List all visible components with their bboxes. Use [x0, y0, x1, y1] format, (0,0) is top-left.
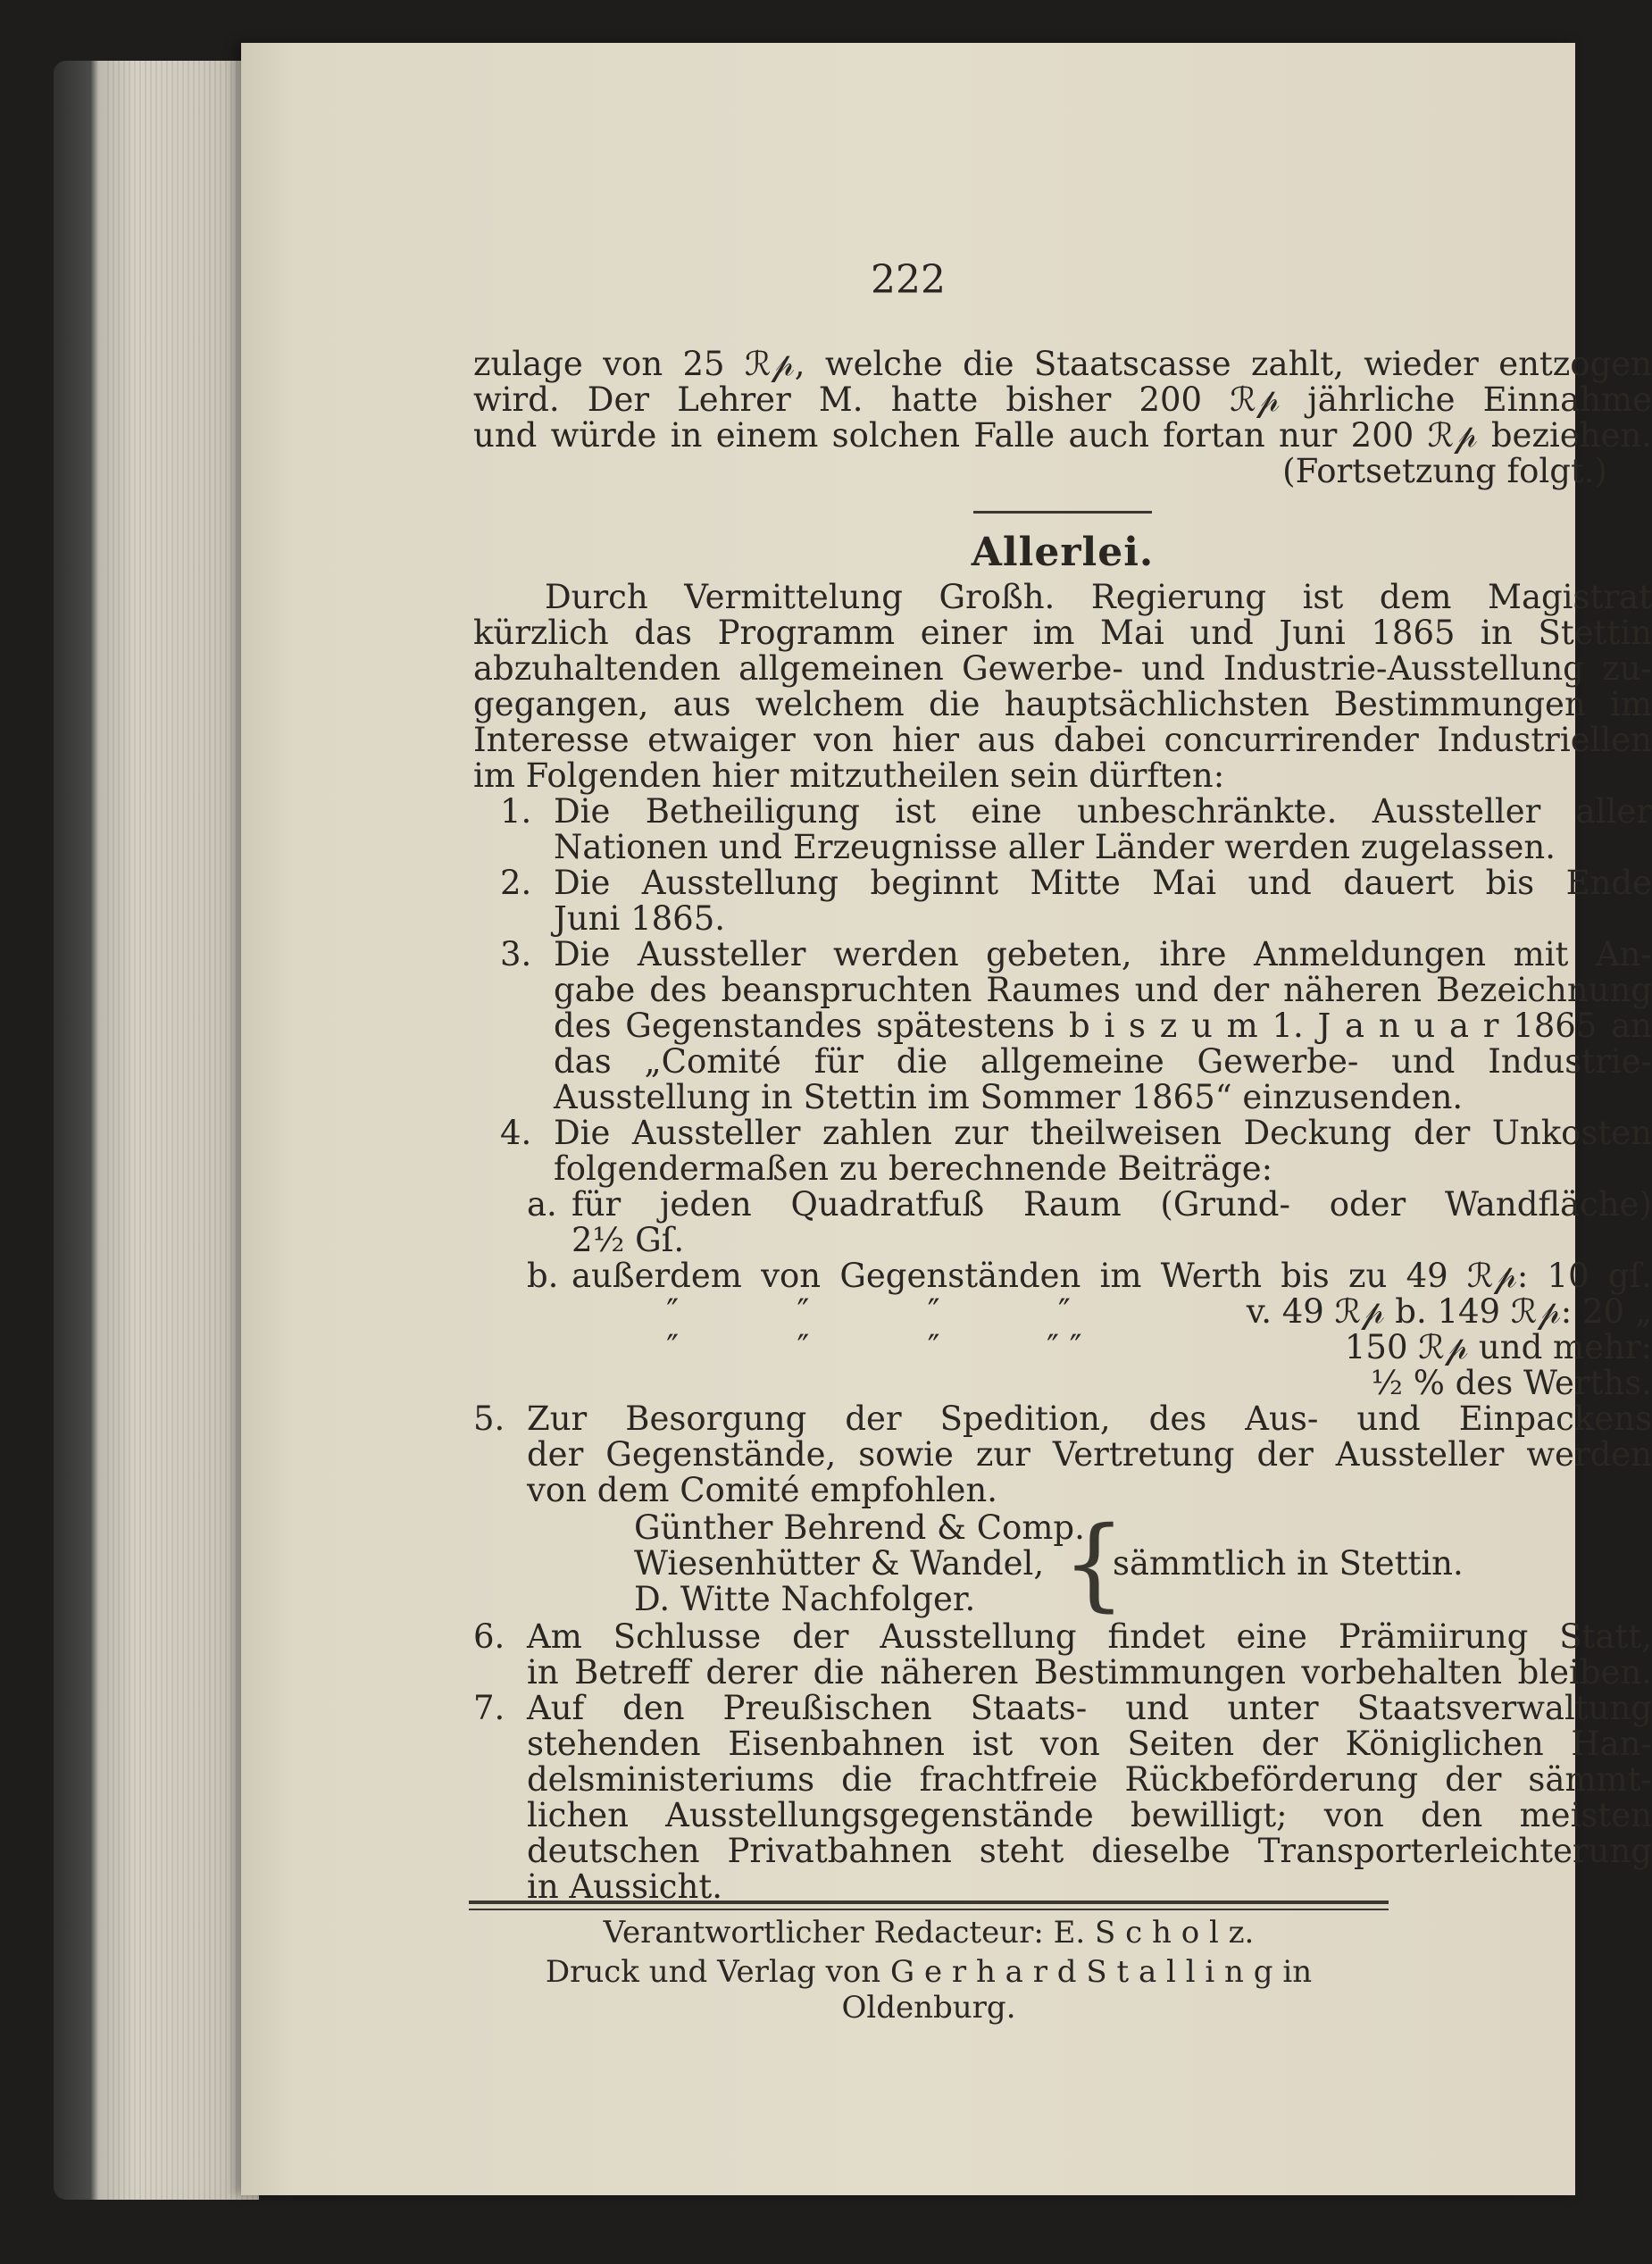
- item-line: Nationen und Erzeugnisse aller Länder werden zugelassen.: [554, 828, 1556, 866]
- item-line: des Gegenstandes spätestens b i s z u m 1. J a n u a r 1865 an: [554, 1007, 1652, 1045]
- list-item: [473, 937, 1652, 1115]
- ditto-row: [473, 1294, 1652, 1330]
- item-line: Die Aussteller zahlen zur theilweisen Deckung der Unkosten: [554, 1114, 1652, 1152]
- item-number: 4.: [500, 1114, 532, 1152]
- item-number: 5.: [473, 1399, 505, 1438]
- paragraph-line: kürzlich das Programm einer im Mai und Juni 1865 in Stettin: [473, 614, 1652, 652]
- footer-editor: Verantwortlicher Redacteur: E. S c h o l z.: [603, 1915, 1255, 1951]
- sub-letter: a.: [527, 1185, 557, 1224]
- item-line: in Aussicht.: [527, 1867, 722, 1906]
- list-item: [473, 794, 1652, 865]
- item-number: 2.: [500, 864, 532, 902]
- intro-line: und würde in einem solchen Falle auch fortan nur 200 ℛ𝓅 beziehen.: [473, 416, 1652, 455]
- sub-item-a: [473, 1187, 1652, 1258]
- item-number: 6.: [473, 1617, 505, 1656]
- percent-line: ½ % des Werths.: [1371, 1364, 1652, 1402]
- ditto-mark: ″: [797, 1292, 810, 1331]
- ditto-mark: ″: [1057, 1292, 1071, 1331]
- firm-name: Wiesenhütter & Wandel,: [634, 1544, 1045, 1583]
- ditto-mark: ″: [927, 1292, 940, 1331]
- firm-place: sämmtlich in Stettin.: [1113, 1544, 1464, 1583]
- item-line: Die Betheiligung ist eine unbeschränkte. Aussteller aller: [554, 792, 1652, 831]
- sub-letter: b.: [527, 1257, 559, 1295]
- paragraph-line: Interesse etwaiger von hier aus dabei concurrirender Industriellen: [473, 721, 1652, 759]
- list-item: [473, 1401, 1652, 1508]
- list-item: [473, 1691, 1652, 1905]
- footer-divider: [469, 1901, 1389, 1910]
- item-line: deutschen Privatbahnen steht dieselbe Transporterleichterung: [527, 1832, 1652, 1870]
- item-line: in Betreff derer die näheren Bestimmungen vorbehalten bleiben.: [527, 1653, 1652, 1692]
- item-line: lichen Ausstellungsgegenstände bewilligt; von den meisten: [527, 1796, 1652, 1834]
- section-title: Allerlei.: [971, 530, 1155, 575]
- ditto-tail: v. 49 ℛ𝓅 b. 149 ℛ𝓅: 20 „: [1246, 1292, 1652, 1331]
- sub-line: 2½ Gſ.: [572, 1221, 685, 1259]
- sub-line: außerdem von Gegenständen im Werth bis zu 49 ℛ𝓅: 10 gſ.: [572, 1257, 1652, 1295]
- ditto-mark: ″ ″: [1047, 1328, 1082, 1366]
- item-line: Die Ausstellung beginnt Mitte Mai und dauert bis Ende: [554, 864, 1652, 902]
- item-line: Ausstellung in Stettin im Sommer 1865“ einzusenden.: [554, 1078, 1464, 1116]
- list-item: [473, 1115, 1652, 1187]
- ditto-mark: ″: [666, 1328, 680, 1366]
- continued-note: (Fortsetzung folgt.): [1282, 452, 1607, 490]
- item-line: der Gegenstände, sowie zur Vertretung der Aussteller werden: [527, 1435, 1652, 1474]
- ditto-tail: 150 ℛ𝓅 und mehr:: [1344, 1328, 1652, 1366]
- ditto-mark: ″: [666, 1292, 680, 1331]
- item-line: von dem Comité empfohlen.: [527, 1471, 998, 1509]
- book-page: [241, 43, 1652, 2195]
- ditto-mark: ″: [797, 1328, 810, 1366]
- item-line: gabe des beanspruchten Raumes und der näheren Bezeichnung: [554, 971, 1652, 1009]
- item-line: das „Comité für die allgemeine Gewerbe- und Industrie-: [554, 1042, 1652, 1081]
- section-divider: [973, 511, 1152, 514]
- firm-name: Günther Behrend & Comp.: [634, 1508, 1085, 1547]
- item-line: stehenden Eisenbahnen ist von Seiten der Königlichen Han-: [527, 1725, 1652, 1763]
- item-line: Auf den Preußischen Staats- und unter Staatsverwaltung: [527, 1689, 1652, 1727]
- firm-name: D. Witte Nachfolger.: [634, 1580, 976, 1618]
- item-line: delsministeriums die frachtfreie Rückbeförderung der sämmt-: [527, 1760, 1652, 1799]
- sub-line: für jeden Quadratfuß Raum (Grund- oder Wandfläche): [572, 1185, 1652, 1224]
- item-number: 3.: [500, 935, 532, 973]
- brace-icon: {: [1062, 1506, 1126, 1622]
- intro-line: wird. Der Lehrer M. hatte bisher 200 ℛ𝓅 jährliche Einnahme: [473, 380, 1652, 419]
- item-line: Die Aussteller werden gebeten, ihre Anmeldungen mit An-: [554, 935, 1652, 973]
- ditto-mark: ″: [927, 1328, 940, 1366]
- item-line: Am Schlusse der Ausstellung findet eine Prämiirung Statt,: [527, 1617, 1652, 1656]
- item-line: Juni 1865.: [554, 899, 726, 938]
- item-line: Zur Besorgung der Spedition, des Aus- und Einpackens: [527, 1399, 1652, 1438]
- paragraph-line: gegangen, aus welchem die hauptsächlichsten Bestimmungen im: [473, 685, 1652, 723]
- list-item: [473, 865, 1652, 937]
- paragraph-line: abzuhaltenden allgemeinen Gewerbe- und Industrie-Ausstellung zu-: [473, 649, 1652, 688]
- intro-line: zulage von 25 ℛ𝓅, welche die Staatscasse zahlt, wieder entzogen: [473, 345, 1652, 383]
- book-page-edges: [54, 61, 259, 2200]
- page-number: 222: [871, 257, 946, 303]
- ditto-row: [473, 1330, 1652, 1366]
- firm-list: [473, 1506, 1652, 1622]
- paragraph-line: Durch Vermittelung Großh. Regierung ist dem Magistrat: [545, 578, 1652, 616]
- page-text: [473, 347, 1652, 1905]
- sub-item-b: [473, 1258, 1652, 1294]
- item-line: folgendermaßen zu berechnende Beiträge:: [554, 1149, 1273, 1188]
- item-number: 7.: [473, 1689, 505, 1727]
- footer-printer: Druck und Verlag von G e r h a r d S t a l l i n g in Oldenburg.: [545, 1954, 1313, 2026]
- paragraph-line: im Folgenden hier mitzutheilen sein dürften:: [473, 756, 1225, 795]
- list-item: [473, 1619, 1652, 1691]
- item-number: 1.: [500, 792, 532, 831]
